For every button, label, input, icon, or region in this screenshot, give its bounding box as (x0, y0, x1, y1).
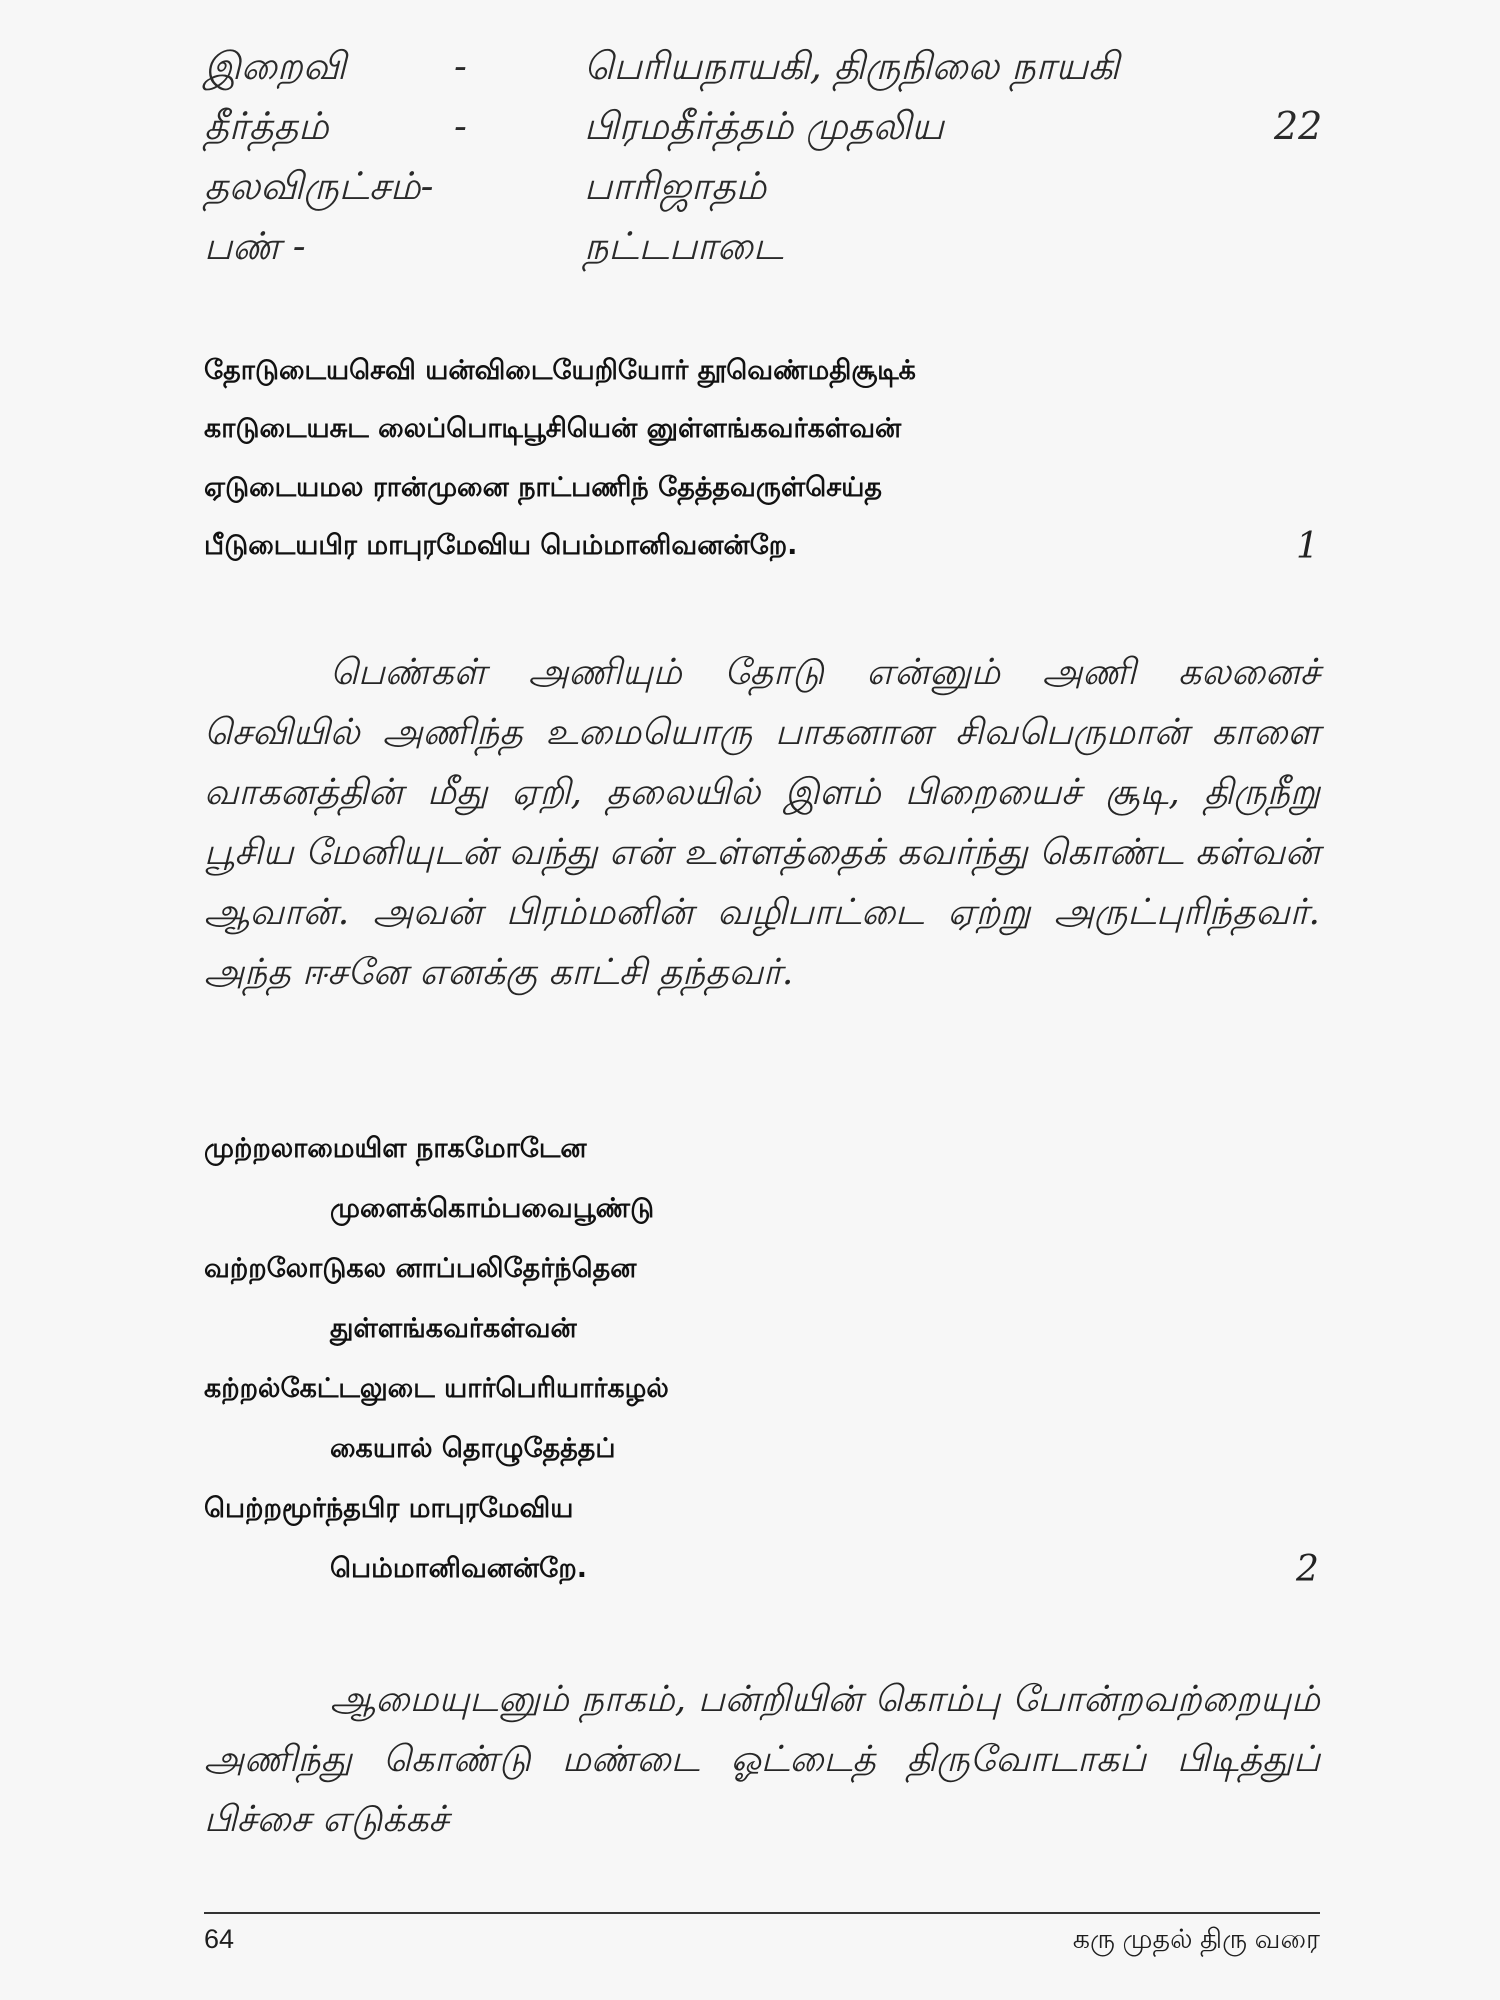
prose-text: பெண்கள் அணியும் தோடு என்னும் அணி கலனைச் செவியில் அணிந்த உமையொரு பாகனான சிவபெருமான் காளை வாகனத்தின் மீது ஏறி, தலையில் இளம் பிறையைச் சூடி, திருநீறு பூசிய மேனியுடன் வந்து என் உள்ளத்தைக் கவர்ந்து கொண்ட கள்வன் ஆவான். அவன் பிரம்மனின் வழிபாட்டை ஏற்று அருட்புரிந்தவர். அந்த ஈசனே எனக்கு காட்சி தந்தவர். (204, 652, 1320, 993)
verse2-line: துள்ளங்கவர்கள்வன் (330, 1313, 577, 1344)
info-dash: - (454, 44, 467, 88)
info-dash: - (454, 104, 467, 148)
info-row-deity (204, 44, 1334, 100)
book-title: கரு முதல் திரு வரை (1072, 1924, 1320, 1954)
info-value: பாரிஜாதம் (584, 164, 767, 208)
verse1-number: 1 (1296, 526, 1319, 567)
info-key: பண் - (204, 224, 306, 268)
info-value: பிரமதீர்த்தம் முதலிய (584, 104, 944, 148)
info-row-theertham (204, 104, 1334, 160)
info-row-tree (204, 164, 1334, 220)
info-key: இறைவி (204, 44, 347, 88)
info-key: தீர்த்தம் (204, 104, 329, 148)
info-value: நட்டபாடை (584, 224, 784, 268)
verse1-line: பீடுடையபிர மாபுரமேவிய பெம்மானிவனன்றே. (204, 530, 798, 561)
verse2-line: பெம்மானிவனன்றே. (330, 1553, 587, 1584)
verse2-number: 2 (1296, 1549, 1319, 1590)
footer-divider (204, 1912, 1320, 1914)
verse1-line: காடுடையசுட லைப்பொடிபூசியென் னுள்ளங்கவர்கள்வன் (204, 413, 902, 444)
verse2-line: கையால் தொழுதேத்தப் (330, 1433, 616, 1464)
prose-paragraph-1 (204, 643, 1320, 1003)
verse2-line: வற்றலோடுகல னாப்பலிதேர்ந்தென (204, 1253, 637, 1284)
verse2-line: முளைக்கொம்பவைபூண்டு (330, 1193, 655, 1224)
prose-paragraph-2 (204, 1670, 1320, 1850)
info-value: பெரியநாயகி, திருநிலை நாயகி (584, 44, 1120, 88)
side-number: 22 (1274, 104, 1323, 148)
verse2-line: பெற்றமூர்ந்தபிர மாபுரமேவிய (204, 1493, 574, 1524)
page-number: 64 (204, 1924, 235, 1954)
verse1-line: தோடுடையசெவி யன்விடையேறியோர் தூவெண்மதிசூடிக் (204, 355, 916, 386)
verse1-line: ஏடுடையமல ரான்முனை நாட்பணிந் தேத்தவருள்செய்த (204, 472, 882, 503)
prose-text: ஆமையுடனும் நாகம், பன்றியின் கொம்பு போன்றவற்றையும் அணிந்து கொண்டு மண்டை ஓட்டைத் திருவோடாகப் பிடித்துப் பிச்சை எடுக்கச் (204, 1679, 1320, 1840)
info-row-pann (204, 224, 1334, 280)
info-key: தலவிருட்சம்- (204, 164, 434, 208)
verse2-line: கற்றல்கேட்டலுடை யார்பெரியார்கழல் (204, 1373, 669, 1404)
verse2-line: முற்றலாமையிள நாகமோடேன (204, 1133, 587, 1164)
